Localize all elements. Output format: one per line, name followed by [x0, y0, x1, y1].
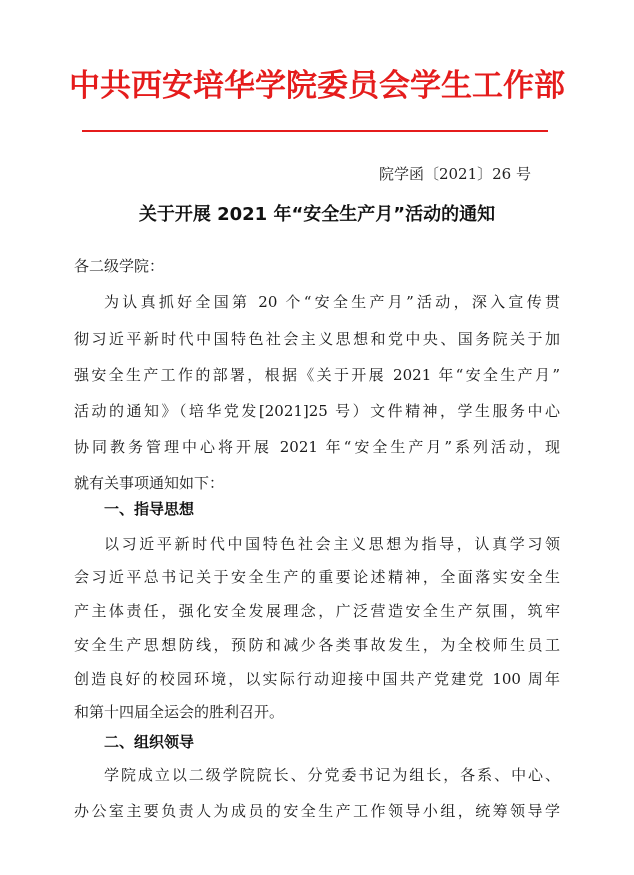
org-title: 中共西安培华学院委员会学生工作部	[69, 68, 565, 104]
intro-line: 彻习近平新时代中国特色社会主义思想和党中央、国务院关于加	[74, 330, 560, 348]
section-heading-guiding-ideology: 一、指导思想	[104, 500, 195, 518]
section-line: 会习近平总书记关于安全生产的重要论述精神，全面落实安全生	[74, 568, 560, 586]
section-line: 安全生产思想防线，预防和减少各类事故发生，为全校师生员工	[74, 636, 560, 654]
intro-line: 就有关事项通知如下：	[74, 474, 225, 492]
section-line: 和第十四届全运会的胜利召开。	[74, 703, 285, 721]
document-number: 院学函〔2021〕26 号	[378, 165, 531, 183]
intro-line: 为认真抓好全国第 20 个“安全生产月”活动，深入宣传贯	[104, 293, 560, 311]
section-heading-organization: 二、组织领导	[104, 733, 195, 751]
section-line: 办公室主要负责人为成员的安全生产工作领导小组，统筹领导学	[74, 802, 560, 820]
intro-line: 强安全生产工作的部署，根据《关于开展 2021 年“安全生产月”	[74, 366, 560, 384]
section-line: 学院成立以二级学院院长、分党委书记为组长，各系、中心、	[104, 766, 560, 784]
notice-title: 关于开展 2021 年“安全生产月”活动的通知	[138, 204, 496, 225]
section-line: 以习近平新时代中国特色社会主义思想为指导，认真学习领	[104, 535, 560, 553]
intro-line: 活动的通知》（培华党发[2021]25 号）文件精神，学生服务中心	[74, 402, 560, 420]
section-line: 产主体责任，强化安全发展理念，广泛营造安全生产氛围，筑牢	[74, 602, 560, 620]
section-line: 创造良好的校园环境，以实际行动迎接中国共产党建党 100 周年	[74, 670, 560, 688]
intro-line: 协同教务管理中心将开展 2021 年“安全生产月”系列活动，现	[74, 438, 560, 456]
red-divider-rule	[82, 130, 548, 132]
salutation: 各二级学院：	[74, 257, 165, 275]
